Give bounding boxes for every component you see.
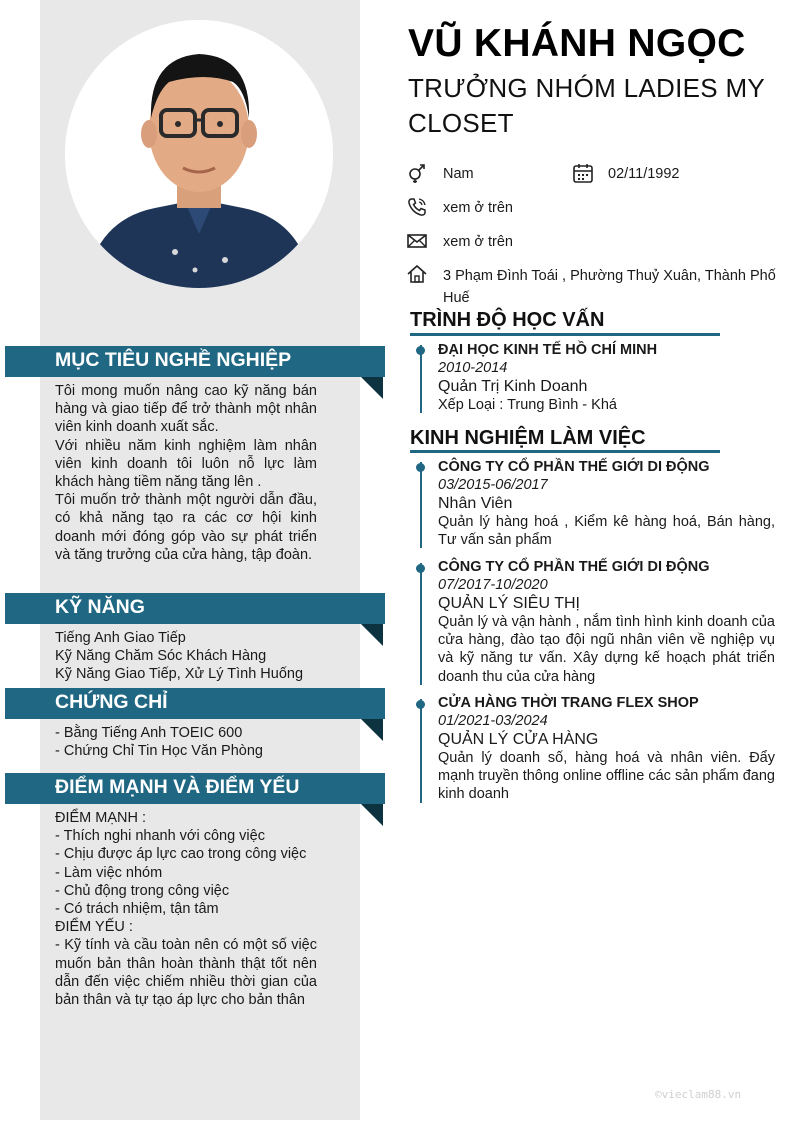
strength-item: - Làm việc nhóm <box>55 864 163 881</box>
experience-bullet <box>416 463 425 472</box>
phone-value: xem ở trên <box>443 200 513 216</box>
education-grade: Xếp Loại : Trung Bình - Khá <box>438 397 617 413</box>
experience-timeline <box>420 699 422 803</box>
gender-value: Nam <box>443 166 474 182</box>
job-role: QUẢN LÝ CỬA HÀNG <box>438 731 599 748</box>
job-date: 01/2021-03/2024 <box>438 713 548 729</box>
candidate-name: VŨ KHÁNH NGỌC <box>408 22 746 65</box>
job-description: Quản lý doanh số, hàng hoá và nhân viên. Đẩy mạnh truyền thông online offline các sản phẩm đang kinh doanh <box>438 750 775 803</box>
strength-item: - Chịu được áp lực cao trong công việc <box>55 846 307 863</box>
objective-text <box>55 382 317 564</box>
skills-heading: KỸ NĂNG <box>5 593 385 624</box>
skill-item: Kỹ Năng Giao Tiếp, Xử Lý Tình Huống <box>55 666 304 683</box>
certificate-item: - Bằng Tiếng Anh TOEIC 600 <box>55 725 243 741</box>
objective-heading-fold <box>361 377 383 399</box>
mail-icon <box>406 230 428 252</box>
objective-paragraph: Tôi muốn trở thành một người dẫn đầu, có khả năng tạo ra các cơ hội kinh doanh mới đóng góp vào sự phát triển và tăng trưởng của cửa hàng, tập đoàn. <box>55 492 317 563</box>
experience-timeline <box>420 462 422 548</box>
experience-heading: KINH NGHIỆM LÀM VIỆC <box>410 427 646 449</box>
birthday-value: 02/11/1992 <box>608 166 680 182</box>
education-underline <box>410 333 720 336</box>
address-value: 3 Phạm Đình Toái , Phường Thuỷ Xuân, Thành Phố Huế <box>443 268 776 306</box>
certificates-list <box>55 724 317 760</box>
education-date: 2010-2014 <box>438 360 508 376</box>
certificates-heading-fold <box>361 719 383 741</box>
objective-heading: MỤC TIÊU NGHỀ NGHIỆP <box>5 346 385 377</box>
education-timeline <box>420 345 422 413</box>
job-description: Quản lý và vận hành , nắm tình hình kinh doanh của cửa hàng, đào tạo đội ngũ nhân viên về nghiệp vụ và kỹ năng tư vấn. Xây dựng kế hoạch phát triển doanh thu của cửa hàng <box>438 614 775 685</box>
job-date: 07/2017-10/2020 <box>438 577 548 593</box>
strength-item: - Thích nghi nhanh với công việc <box>55 828 265 845</box>
certificates-heading: CHỨNG CHỈ <box>5 688 385 719</box>
strength-item: - Chủ động trong công việc <box>55 882 230 899</box>
experience-entry <box>438 694 775 804</box>
experience-entry <box>438 458 775 549</box>
job-company: CÔNG TY CỔ PHẦN THẾ GIỚI DI ĐỘNG <box>438 459 710 475</box>
objective-paragraph: Tôi mong muốn nâng cao kỹ năng bán hàng và giao tiếp để trở thành một nhân viên kinh doanh xuất sắc. <box>55 383 317 436</box>
phone-icon <box>406 196 428 218</box>
gender-icon <box>406 162 428 184</box>
education-school: ĐẠI HỌC KINH TẾ HỒ CHÍ MINH <box>438 342 658 358</box>
objective-paragraph: Với nhiều năm kinh nghiệm làm nhân viên kinh doanh tôi luôn nỗ lực làm khách hàng tiềm năng tăng lên . <box>55 437 317 491</box>
strengths-heading: ĐIỂM MẠNH VÀ ĐIỂM YẾU <box>5 773 385 804</box>
strengths-list <box>55 809 317 1009</box>
skill-item: Kỹ Năng Chăm Sóc Khách Hàng <box>55 648 267 665</box>
experience-bullet <box>416 564 425 573</box>
skills-list <box>55 629 317 684</box>
job-role: Nhân Viên <box>438 495 513 512</box>
education-bullet <box>416 346 425 355</box>
certificate-item: - Chứng Chỉ Tin Học Văn Phòng <box>55 743 263 760</box>
strengths-heading-fold <box>361 804 383 826</box>
email-value: xem ở trên <box>443 234 513 250</box>
weakness-label: ĐIỂM YẾU : <box>55 919 133 936</box>
education-major: Quản Trị Kinh Doanh <box>438 378 588 395</box>
candidate-title: TRƯỞNG NHÓM LADIES MY CLOSET <box>408 73 765 138</box>
experience-entry <box>438 558 775 686</box>
experience-timeline <box>420 563 422 685</box>
home-icon <box>406 263 428 285</box>
education-heading: TRÌNH ĐỘ HỌC VẤN <box>410 309 605 331</box>
job-company: CỬA HÀNG THỜI TRANG FLEX SHOP <box>438 695 699 711</box>
job-role: QUẢN LÝ SIÊU THỊ <box>438 595 580 612</box>
skill-item: Tiếng Anh Giao Tiếp <box>55 630 186 646</box>
job-company: CÔNG TY CỔ PHẦN THẾ GIỚI DI ĐỘNG <box>438 559 710 575</box>
watermark: ©vieclam88.vn <box>655 1088 742 1101</box>
experience-bullet <box>416 700 425 709</box>
profile-photo-illustration <box>65 20 333 288</box>
job-description: Quản lý hàng hoá , Kiểm kê hàng hoá, Bán hàng, Tư vấn sản phẩm <box>438 514 775 549</box>
job-date: 03/2015-06/2017 <box>438 477 548 493</box>
strengths-label: ĐIỂM MẠNH : <box>55 810 147 826</box>
education-entry <box>438 341 775 414</box>
avatar <box>65 20 333 288</box>
skills-heading-fold <box>361 624 383 646</box>
experience-underline <box>410 450 720 453</box>
strength-item: - Có trách nhiệm, tận tâm <box>55 901 219 918</box>
weakness-text: - Kỹ tính và cầu toàn nên có một số việc muốn bản thân hoàn thành thật tốt nên dẫn đến việc chiếm nhiều thời gian của bản thân và tự tạo áp lực cho bản thân <box>55 937 317 1009</box>
calendar-icon <box>572 162 594 184</box>
